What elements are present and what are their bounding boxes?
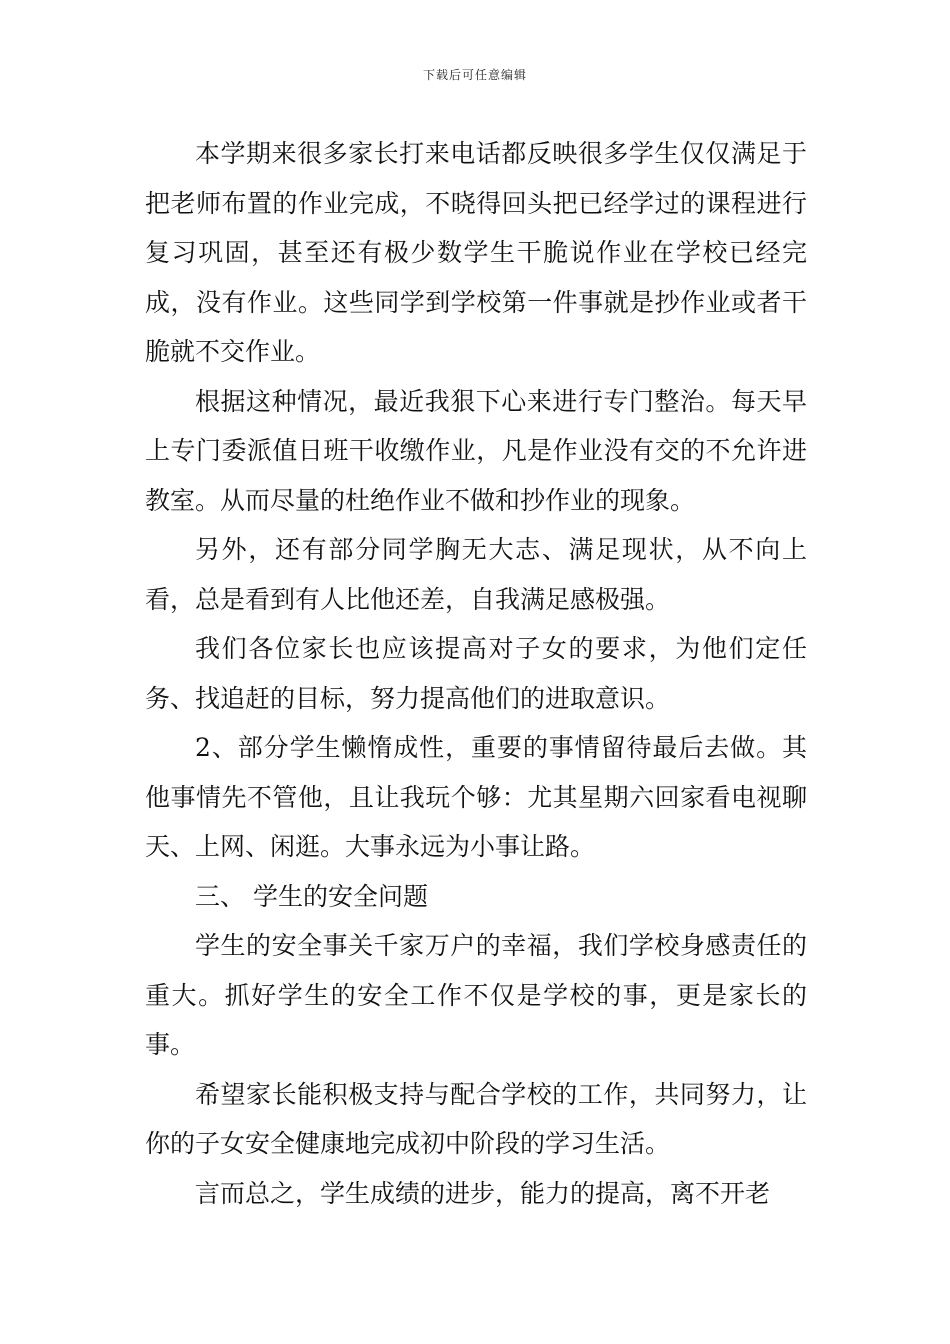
header-note: 下载后可任意编辑 — [422, 68, 527, 82]
paragraph: 言而总之，学生成绩的进步，能力的提高，离不开老 — [195, 1178, 771, 1208]
section-heading: 三、 学生的安全问题 — [195, 881, 428, 911]
paragraph: 根据这种情况，最近我狠下心来进行专门整治。每天早上专门委派值日班干收缴作业，凡是作业没有交的不允许进教室。从而尽量的杜绝作业不做和抄作业的现象。 — [145, 386, 807, 515]
paragraph: 希望家长能积极支持与配合学校的工作，共同努力，让你的子女安全健康地完成初中阶段的学习生活。 — [145, 1079, 807, 1158]
paragraph: 学生的安全事关千家万户的幸福，我们学校身感责任的重大。抓好学生的安全工作不仅是学校的事，更是家长的事。 — [145, 931, 807, 1059]
paragraph: 我们各位家长也应该提高对子女的要求，为他们定任务、找追赶的目标，努力提高他们的进取意识。 — [145, 634, 807, 713]
paragraph: 2、部分学生懒惰成性，重要的事情留待最后去做。其他事情先不管他，且让我玩个够：尤其星期六回家看电视聊天、上网、闲逛。大事永远为小事让路。 — [145, 733, 807, 861]
paragraph: 另外，还有部分同学胸无大志、满足现状，从不向上看，总是看到有人比他还差，自我满足感极强。 — [145, 535, 807, 614]
paragraph: 本学期来很多家长打来电话都反映很多学生仅仅满足于把老师布置的作业完成，不晓得回头把已经学过的课程进行复习巩固，甚至还有极少数学生干脆说作业在学校已经完成，没有作业。这些同学到学校第一件事就是抄作业或者干脆就不交作业。 — [145, 139, 807, 366]
document-body — [145, 129, 807, 1218]
